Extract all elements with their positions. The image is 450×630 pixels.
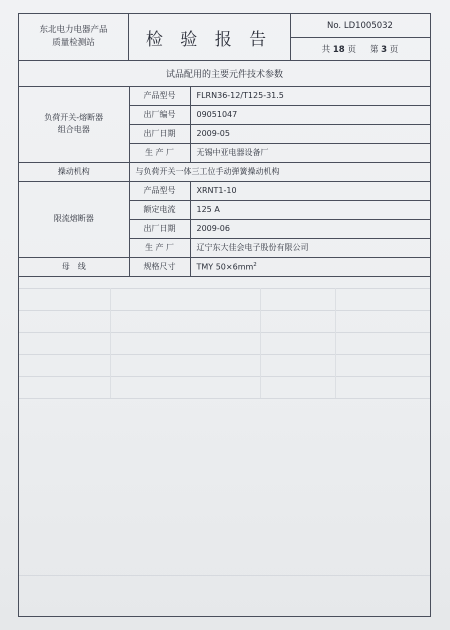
org-name-line1: 东北电力电器产品 <box>39 25 108 35</box>
row-label: 出厂日期 <box>129 124 190 143</box>
row-label: 产品型号 <box>129 86 190 105</box>
group-load-switch-fuse: 负荷开关-熔断器 组合电器 <box>19 86 129 162</box>
row-value: XRNT1-10 <box>190 181 430 200</box>
report-number: No. LD1005032 <box>290 14 430 38</box>
row-value: 2009-06 <box>190 219 430 238</box>
row-label: 出厂日期 <box>129 219 190 238</box>
table-row <box>19 181 430 200</box>
report-frame <box>18 13 431 617</box>
row-label: 出厂编号 <box>129 105 190 124</box>
org-name-line2: 质量检测站 <box>52 38 95 48</box>
total-pages: 共 18 页 <box>321 44 356 55</box>
row-label: 生 产 厂 <box>129 143 190 162</box>
row-value: TMY $50\times 6mm^2$ <box>190 257 430 276</box>
row-label: 产品型号 <box>129 181 190 200</box>
table-row <box>19 257 430 276</box>
unit-superscript: 2 <box>253 261 257 268</box>
group-operating-mechanism: 操动机构 <box>19 162 129 181</box>
row-value: 09051047 <box>190 105 430 124</box>
issuing-organization <box>19 14 129 60</box>
row-label: 额定电流 <box>129 200 190 219</box>
group-current-limiting-fuse: 限流熔断器 <box>19 181 129 257</box>
component-spec-table <box>19 86 430 277</box>
row-value: 与负荷开关一体三工位手动弹簧操动机构 <box>129 162 430 181</box>
row-value: 辽宁东大佳会电子股份有限公司 <box>190 238 430 257</box>
row-label: 规格尺寸 <box>129 257 190 276</box>
group-busbar: 母 线 <box>19 257 129 276</box>
table-row <box>19 86 430 105</box>
row-value: 2009-05 <box>190 124 430 143</box>
report-title: 检 验 报 告 <box>128 14 291 60</box>
row-value: 125 A <box>190 200 430 219</box>
section-title: 试品配用的主要元件技术参数 <box>19 60 430 87</box>
current-page: 第 3 页 <box>369 44 399 55</box>
table-row <box>19 162 430 181</box>
report-meta <box>290 14 430 60</box>
row-value: 无锡中亚电器设备厂 <box>190 143 430 162</box>
row-label: 生 产 厂 <box>129 238 190 257</box>
page-counter <box>290 37 430 60</box>
row-value: FLRN36-12/T125-31.5 <box>190 86 430 105</box>
report-header <box>19 14 430 61</box>
